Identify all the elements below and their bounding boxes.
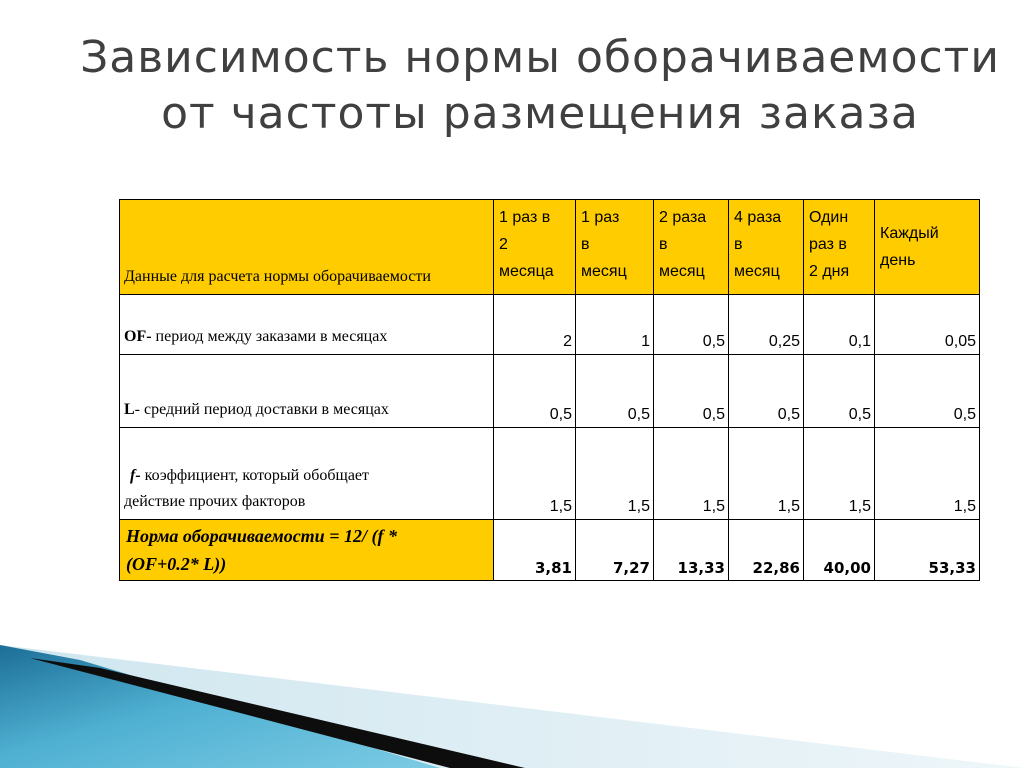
result-row [120, 520, 980, 581]
table-row [120, 355, 980, 428]
formula-line: (OF+0.2* L)) [126, 554, 227, 574]
column-header [729, 200, 804, 295]
column-header-line: месяц [659, 263, 705, 280]
header-label: Данные для расчета нормы оборачиваемости [124, 268, 431, 285]
table-cell: 0,25 [729, 295, 804, 355]
column-header-line: месяца [499, 263, 554, 280]
table-cell: 0,05 [875, 295, 980, 355]
decorative-swoosh [0, 620, 1024, 768]
table-cell: 0,5 [654, 295, 729, 355]
table-row [120, 295, 980, 355]
title-line-2: от частоты размещения заказа [161, 88, 919, 139]
column-header-line: 4 раза [734, 209, 782, 226]
title-line-1: Зависимость нормы оборачиваемости [80, 32, 1000, 83]
row-desc: период между заказами в месяцах [151, 328, 388, 345]
row-label [120, 295, 494, 355]
result-cell: 53,33 [875, 520, 980, 581]
column-header-line: месяц [581, 263, 627, 280]
formula-line: Норма оборачиваемости = 12/ (f * [126, 526, 397, 546]
formula-label [120, 520, 494, 581]
column-header-line: 2 [499, 236, 508, 253]
row-desc: коэффициент, который обобщает [140, 467, 370, 484]
column-header [576, 200, 654, 295]
table-cell: 0,1 [804, 295, 875, 355]
column-header-line: 1 раз в [499, 209, 551, 226]
column-header-line: месяц [734, 263, 780, 280]
row-label [120, 355, 494, 428]
column-header-line: 2 раза [659, 209, 707, 226]
table-cell: 0,5 [654, 355, 729, 428]
column-header-line: 1 раз [581, 209, 620, 226]
row-key: f- [130, 467, 141, 484]
page-title [0, 30, 1024, 142]
column-header-line: раз в [809, 236, 847, 253]
result-cell: 22,86 [729, 520, 804, 581]
table-cell: 0,5 [729, 355, 804, 428]
turnover-table [119, 199, 980, 581]
table-cell: 1,5 [804, 428, 875, 520]
header-label-cell [120, 200, 494, 295]
table-cell: 0,5 [875, 355, 980, 428]
column-header [654, 200, 729, 295]
table-row [120, 428, 980, 520]
table-cell: 1,5 [729, 428, 804, 520]
column-header-line: 2 дня [809, 263, 850, 280]
row-desc: - средний период доставки в месяцах [134, 401, 389, 418]
table-header-row [120, 200, 980, 295]
result-cell: 3,81 [494, 520, 576, 581]
column-header-line: в [659, 236, 668, 253]
table-cell: 0,5 [804, 355, 875, 428]
result-cell: 40,00 [804, 520, 875, 581]
column-header-line: день [880, 252, 916, 269]
column-header-line: в [734, 236, 743, 253]
column-header-line: в [581, 236, 590, 253]
column-header [875, 200, 980, 295]
table-cell: 1,5 [654, 428, 729, 520]
row-key: L [124, 401, 135, 418]
row-desc: действие прочих факторов [124, 493, 306, 510]
column-header-line: Каждый [880, 225, 939, 242]
result-cell: 13,33 [654, 520, 729, 581]
row-key: OF- [124, 328, 152, 345]
table-cell: 0,5 [494, 355, 576, 428]
column-header [494, 200, 576, 295]
result-cell: 7,27 [576, 520, 654, 581]
table-cell: 1 [576, 295, 654, 355]
table-cell: 1,5 [494, 428, 576, 520]
table-cell: 1,5 [875, 428, 980, 520]
row-label [120, 428, 494, 520]
table-cell: 1,5 [576, 428, 654, 520]
column-header [804, 200, 875, 295]
table-cell: 2 [494, 295, 576, 355]
table-cell: 0,5 [576, 355, 654, 428]
column-header-line: Один [809, 209, 849, 226]
